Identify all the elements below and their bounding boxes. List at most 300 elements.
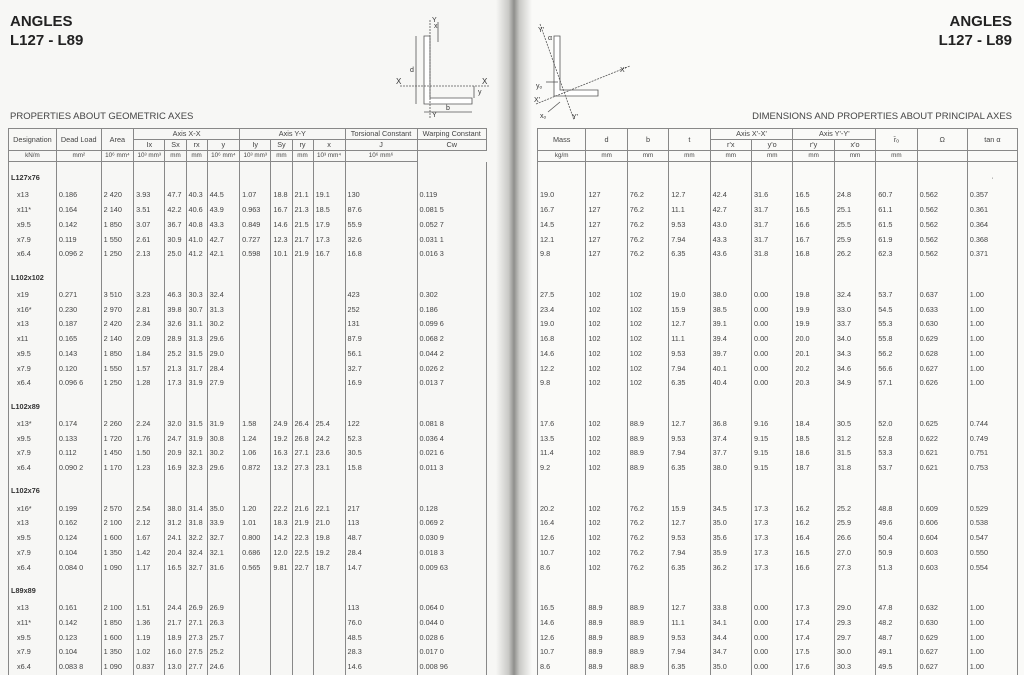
table-cell: 0.081 8: [417, 417, 487, 432]
table-cell: 31.6: [207, 560, 239, 575]
table-cell: 0.565: [240, 560, 271, 575]
table-cell: 0.963: [240, 203, 271, 218]
empty-cell: [240, 391, 271, 417]
col-torsional: Torsional Constant: [345, 129, 417, 140]
table-cell: 43.6: [710, 247, 751, 262]
empty-cell: [207, 575, 239, 601]
table-cell: 27.9: [207, 376, 239, 391]
table-cell: 0.628: [917, 347, 967, 362]
unit-9: [917, 151, 967, 162]
table-cell: [271, 376, 292, 391]
empty-cell: [967, 391, 1017, 417]
table-cell: [313, 601, 345, 616]
table-cell: 25.9: [834, 516, 875, 531]
table-cell: 23.6: [313, 446, 345, 461]
table-cell: 1 850: [101, 218, 133, 233]
table-cell: 24.6: [207, 660, 239, 675]
table-cell: [271, 630, 292, 645]
table-cell: 26.2: [834, 247, 875, 262]
empty-cell: [710, 162, 751, 189]
table-cell: 16.6: [793, 560, 834, 575]
table-cell: 40.8: [186, 218, 207, 233]
table-cell: 10.7: [538, 645, 586, 660]
table-cell: 14.6: [345, 660, 417, 675]
table-cell: 41.2: [186, 247, 207, 262]
table-cell: 0.009 63: [417, 560, 487, 575]
table-cell: 29.6: [207, 332, 239, 347]
table-cell: 17.3: [752, 531, 793, 546]
table-cell: 0.011 3: [417, 461, 487, 476]
table-cell: [313, 332, 345, 347]
table-cell: 6.35: [669, 660, 710, 675]
table-cell: 12.2: [538, 361, 586, 376]
table-row: [9, 317, 487, 332]
table-cell: 3 510: [101, 288, 133, 303]
empty-cell: [101, 162, 133, 189]
table-cell: 19.0: [538, 188, 586, 203]
table-cell: 1.00: [967, 288, 1017, 303]
table-cell: 34.6: [834, 361, 875, 376]
table-cell: 29.0: [834, 601, 875, 616]
table-cell: [271, 601, 292, 616]
table-cell: 38.0: [710, 288, 751, 303]
table-cell: 32.6: [165, 317, 186, 332]
table-cell: 3.93: [134, 188, 165, 203]
table-cell: 16.7: [538, 203, 586, 218]
table-cell: x13*: [9, 417, 57, 432]
table-cell: 27.5: [186, 645, 207, 660]
table-cell: [240, 288, 271, 303]
table-cell: 88.9: [586, 630, 627, 645]
empty-cell: [627, 262, 668, 288]
table-cell: 102: [586, 376, 627, 391]
group-title-row: [538, 262, 1018, 288]
table-cell: 88.9: [586, 660, 627, 675]
table-cell: 1.28: [134, 376, 165, 391]
table-cell: 1 090: [101, 660, 133, 675]
empty-cell: [56, 262, 101, 288]
table-cell: 0.187: [56, 317, 101, 332]
table-cell: 0.622: [917, 431, 967, 446]
dot-mark: ·: [967, 162, 1017, 189]
empty-cell: [345, 162, 417, 189]
table-cell: 17.9: [313, 218, 345, 233]
table-cell: 0.00: [752, 302, 793, 317]
table-cell: 0.068 2: [417, 332, 487, 347]
table-cell: 30.5: [345, 446, 417, 461]
table-cell: 25.7: [207, 630, 239, 645]
table-cell: x13: [9, 188, 57, 203]
table-cell: 2 140: [101, 332, 133, 347]
table-cell: 48.8: [876, 501, 917, 516]
unit-8: mm: [271, 151, 292, 162]
table-cell: 29.6: [207, 461, 239, 476]
empty-cell: [917, 262, 967, 288]
table-cell: 88.9: [586, 601, 627, 616]
table-cell: 23.1: [313, 461, 345, 476]
table-cell: 53.7: [876, 461, 917, 476]
table-cell: 0.598: [240, 247, 271, 262]
empty-cell: [134, 162, 165, 189]
table-cell: [313, 347, 345, 362]
table-cell: 102: [586, 317, 627, 332]
table-cell: 16.9: [165, 461, 186, 476]
table-cell: 1.36: [134, 616, 165, 631]
table-cell: 88.9: [586, 645, 627, 660]
table-cell: 102: [586, 431, 627, 446]
table-cell: 0.018 3: [417, 546, 487, 561]
table-cell: 127: [586, 218, 627, 233]
col-omega: Ω: [917, 129, 967, 151]
table-cell: 52.3: [345, 431, 417, 446]
table-cell: 88.9: [627, 431, 668, 446]
table-cell: 25.2: [834, 501, 875, 516]
table-cell: 0.064 0: [417, 601, 487, 616]
table-cell: 26.9: [186, 601, 207, 616]
table-cell: 0.00: [752, 317, 793, 332]
table-cell: 43.0: [710, 218, 751, 233]
empty-cell: [834, 476, 875, 502]
table-cell: 21.5: [292, 218, 313, 233]
table-cell: 9.53: [669, 630, 710, 645]
table-cell: [292, 630, 313, 645]
table-cell: 56.1: [345, 347, 417, 362]
table-cell: 47.8: [876, 601, 917, 616]
table-cell: 30.3: [186, 288, 207, 303]
table-cell: 21.9: [292, 247, 313, 262]
table-cell: 127: [586, 247, 627, 262]
table-cell: 0.081 5: [417, 203, 487, 218]
table-row: [9, 431, 487, 446]
left-title-line1: ANGLES: [10, 13, 73, 30]
table-cell: 27.0: [834, 546, 875, 561]
empty-cell: [834, 162, 875, 189]
table-cell: 0.119: [56, 232, 101, 247]
table-cell: x7.9: [9, 645, 57, 660]
empty-cell: [313, 575, 345, 601]
table-row: [538, 417, 1018, 432]
table-cell: 34.5: [710, 501, 751, 516]
table-cell: 21.3: [165, 361, 186, 376]
table-cell: 32.1: [207, 546, 239, 561]
table-cell: 0.00: [752, 288, 793, 303]
group-name: L102x102: [9, 262, 57, 288]
table-cell: 14.6: [538, 616, 586, 631]
empty-cell: [417, 391, 487, 417]
empty-cell: [586, 391, 627, 417]
table-cell: 1.00: [967, 302, 1017, 317]
table-cell: [271, 332, 292, 347]
table-row: [9, 288, 487, 303]
table-cell: [313, 288, 345, 303]
table-cell: 2.61: [134, 232, 165, 247]
diagram-label-x: x: [434, 23, 438, 30]
table-cell: 1.50: [134, 446, 165, 461]
col-dead-load: Dead Load: [56, 129, 101, 151]
empty-cell: [186, 162, 207, 189]
left-table-body: [9, 162, 487, 675]
table-cell: 0.00: [752, 660, 793, 675]
table-row: [9, 601, 487, 616]
table-cell: 0.199: [56, 501, 101, 516]
table-cell: 0.800: [240, 531, 271, 546]
table-cell: 1.00: [967, 332, 1017, 347]
empty-cell: [793, 575, 834, 601]
empty-cell: [271, 391, 292, 417]
table-cell: 2.12: [134, 516, 165, 531]
table-cell: [240, 660, 271, 675]
table-cell: 1 170: [101, 461, 133, 476]
table-cell: 0.625: [917, 417, 967, 432]
table-cell: 31.7: [752, 232, 793, 247]
table-cell: 31.9: [186, 431, 207, 446]
group-title-row: [538, 476, 1018, 502]
unit-9: mm: [292, 151, 313, 162]
subheader-9: Cw: [417, 140, 487, 151]
table-cell: 0.230: [56, 302, 101, 317]
empty-cell: [752, 262, 793, 288]
table-cell: 20.2: [538, 501, 586, 516]
table-cell: 1.19: [134, 630, 165, 645]
table-cell: 1 850: [101, 347, 133, 362]
table-row: [538, 431, 1018, 446]
table-cell: 0.036 4: [417, 431, 487, 446]
table-cell: 19.9: [793, 317, 834, 332]
table-cell: 102: [627, 332, 668, 347]
table-cell: [292, 288, 313, 303]
unit-0: kN/m: [9, 151, 57, 162]
table-cell: 127: [586, 232, 627, 247]
table-cell: 0.161: [56, 601, 101, 616]
group-title-row: [9, 476, 487, 502]
table-row: [9, 203, 487, 218]
group-title-row: [538, 575, 1018, 601]
table-cell: 0.120: [56, 361, 101, 376]
empty-cell: [186, 575, 207, 601]
table-cell: 17.3: [793, 601, 834, 616]
table-cell: 25.2: [207, 645, 239, 660]
table-cell: 1.02: [134, 645, 165, 660]
table-cell: 9.8: [538, 247, 586, 262]
empty-cell: [56, 575, 101, 601]
table-cell: 0.128: [417, 501, 487, 516]
table-cell: 0.017 0: [417, 645, 487, 660]
table-cell: 18.7: [313, 560, 345, 575]
table-cell: x13: [9, 516, 57, 531]
col-axis-yy: Axis Y-Y: [240, 129, 345, 140]
table-cell: [313, 317, 345, 332]
table-cell: 19.9: [793, 302, 834, 317]
table-cell: [313, 616, 345, 631]
unit-1: mm²: [56, 151, 101, 162]
table-cell: 88.9: [586, 616, 627, 631]
table-cell: 14.6: [271, 218, 292, 233]
empty-cell: [271, 476, 292, 502]
table-cell: 35.0: [710, 660, 751, 675]
table-cell: 17.6: [793, 660, 834, 675]
table-cell: 0.627: [917, 645, 967, 660]
table-cell: 29.0: [207, 347, 239, 362]
table-cell: 0.028 6: [417, 630, 487, 645]
table-cell: 16.3: [271, 446, 292, 461]
table-cell: 53.3: [876, 446, 917, 461]
table-cell: 0.123: [56, 630, 101, 645]
diagram-label-alpha: α: [548, 35, 553, 42]
table-cell: 43.3: [710, 232, 751, 247]
table-cell: 30.8: [207, 431, 239, 446]
table-cell: 0.547: [967, 531, 1017, 546]
diagram-label-xp2: X': [534, 97, 541, 104]
diagram-label-y2: Y: [432, 112, 437, 118]
table-cell: 18.3: [271, 516, 292, 531]
table-row: [538, 546, 1018, 561]
table-row: [538, 302, 1018, 317]
table-cell: 30.2: [207, 446, 239, 461]
table-row: [538, 376, 1018, 391]
empty-cell: [186, 391, 207, 417]
empty-cell: [752, 575, 793, 601]
table-cell: 38.0: [710, 461, 751, 476]
unit-6: mm: [793, 151, 834, 162]
table-cell: 22.2: [271, 501, 292, 516]
table-cell: 31.5: [834, 446, 875, 461]
table-cell: 15.9: [669, 302, 710, 317]
table-cell: 102: [586, 501, 627, 516]
table-cell: 0.562: [917, 247, 967, 262]
table-cell: 14.7: [345, 560, 417, 575]
table-row: [9, 630, 487, 645]
empty-cell: [669, 162, 710, 189]
table-cell: 130: [345, 188, 417, 203]
table-cell: [292, 601, 313, 616]
table-cell: 1 600: [101, 630, 133, 645]
table-cell: x7.9: [9, 232, 57, 247]
table-cell: 34.0: [834, 332, 875, 347]
empty-cell: [292, 391, 313, 417]
table-cell: 32.4: [207, 288, 239, 303]
table-cell: 6.35: [669, 461, 710, 476]
table-cell: 0.630: [917, 616, 967, 631]
table-cell: 42.7: [710, 203, 751, 218]
table-cell: 1.00: [967, 376, 1017, 391]
empty-cell: [292, 262, 313, 288]
table-cell: 1.84: [134, 347, 165, 362]
table-cell: 0.00: [752, 361, 793, 376]
table-cell: 20.4: [165, 546, 186, 561]
table-cell: 0.630: [917, 317, 967, 332]
table-cell: 1.00: [967, 317, 1017, 332]
unit-3: 10³ mm³: [134, 151, 165, 162]
table-cell: 252: [345, 302, 417, 317]
empty-cell: [345, 262, 417, 288]
table-cell: x7.9: [9, 446, 57, 461]
table-cell: 36.2: [710, 560, 751, 575]
table-cell: 1.00: [967, 347, 1017, 362]
table-cell: [271, 317, 292, 332]
table-cell: 1 350: [101, 645, 133, 660]
table-cell: 31.2: [834, 431, 875, 446]
table-cell: 9.16: [752, 417, 793, 432]
table-cell: [240, 645, 271, 660]
table-cell: 34.1: [710, 616, 751, 631]
table-cell: 25.1: [834, 203, 875, 218]
table-cell: 35.0: [207, 501, 239, 516]
table-cell: 32.0: [165, 417, 186, 432]
table-cell: 16.5: [793, 546, 834, 561]
table-cell: 2.34: [134, 317, 165, 332]
col-axis-xpxp: Axis X'-X': [710, 129, 793, 140]
table-cell: 0.143: [56, 347, 101, 362]
table-cell: x6.4: [9, 376, 57, 391]
table-row: [9, 232, 487, 247]
table-cell: 0.00: [752, 376, 793, 391]
table-cell: 49.1: [876, 645, 917, 660]
table-cell: 48.7: [876, 630, 917, 645]
table-cell: x7.9: [9, 546, 57, 561]
table-cell: 7.94: [669, 232, 710, 247]
empty-cell: [165, 575, 186, 601]
table-cell: 24.8: [834, 188, 875, 203]
table-cell: 16.0: [165, 645, 186, 660]
table-cell: 27.5: [538, 288, 586, 303]
table-row: [9, 218, 487, 233]
table-cell: 21.6: [292, 501, 313, 516]
table-cell: [240, 630, 271, 645]
table-cell: 102: [586, 531, 627, 546]
unit-4: mm: [165, 151, 186, 162]
group-name: L127x76: [9, 162, 57, 189]
right-title-line2: L127 - L89: [938, 32, 1012, 49]
table-cell: [271, 645, 292, 660]
table-cell: 0.099 6: [417, 317, 487, 332]
table-cell: 42.7: [207, 232, 239, 247]
table-cell: 88.9: [627, 616, 668, 631]
table-cell: 17.3: [165, 376, 186, 391]
table-cell: 102: [627, 288, 668, 303]
table-cell: 0.753: [967, 461, 1017, 476]
unit-8: mm: [876, 151, 917, 162]
empty-cell: [917, 162, 967, 189]
table-cell: 1.76: [134, 431, 165, 446]
table-cell: 88.9: [627, 630, 668, 645]
table-cell: 0.609: [917, 501, 967, 516]
group-title-row: [9, 575, 487, 601]
table-row: [9, 461, 487, 476]
table-row: [538, 645, 1018, 660]
table-cell: 16.2: [793, 501, 834, 516]
empty-cell: [56, 391, 101, 417]
empty-cell: [271, 162, 292, 189]
table-cell: 22.7: [292, 560, 313, 575]
table-cell: 36.8: [710, 417, 751, 432]
table-cell: 1.24: [240, 431, 271, 446]
unit-5: mm: [186, 151, 207, 162]
table-row: [9, 446, 487, 461]
table-cell: 19.2: [313, 546, 345, 561]
table-cell: 40.1: [710, 361, 751, 376]
table-cell: [271, 361, 292, 376]
empty-cell: [834, 575, 875, 601]
table-cell: 41.0: [186, 232, 207, 247]
table-cell: 39.4: [710, 332, 751, 347]
table-cell: [313, 376, 345, 391]
empty-cell: [101, 262, 133, 288]
table-cell: 30.9: [165, 232, 186, 247]
table-cell: 30.0: [834, 645, 875, 660]
table-cell: [313, 361, 345, 376]
empty-cell: [417, 162, 487, 189]
table-cell: 0.096 2: [56, 247, 101, 262]
